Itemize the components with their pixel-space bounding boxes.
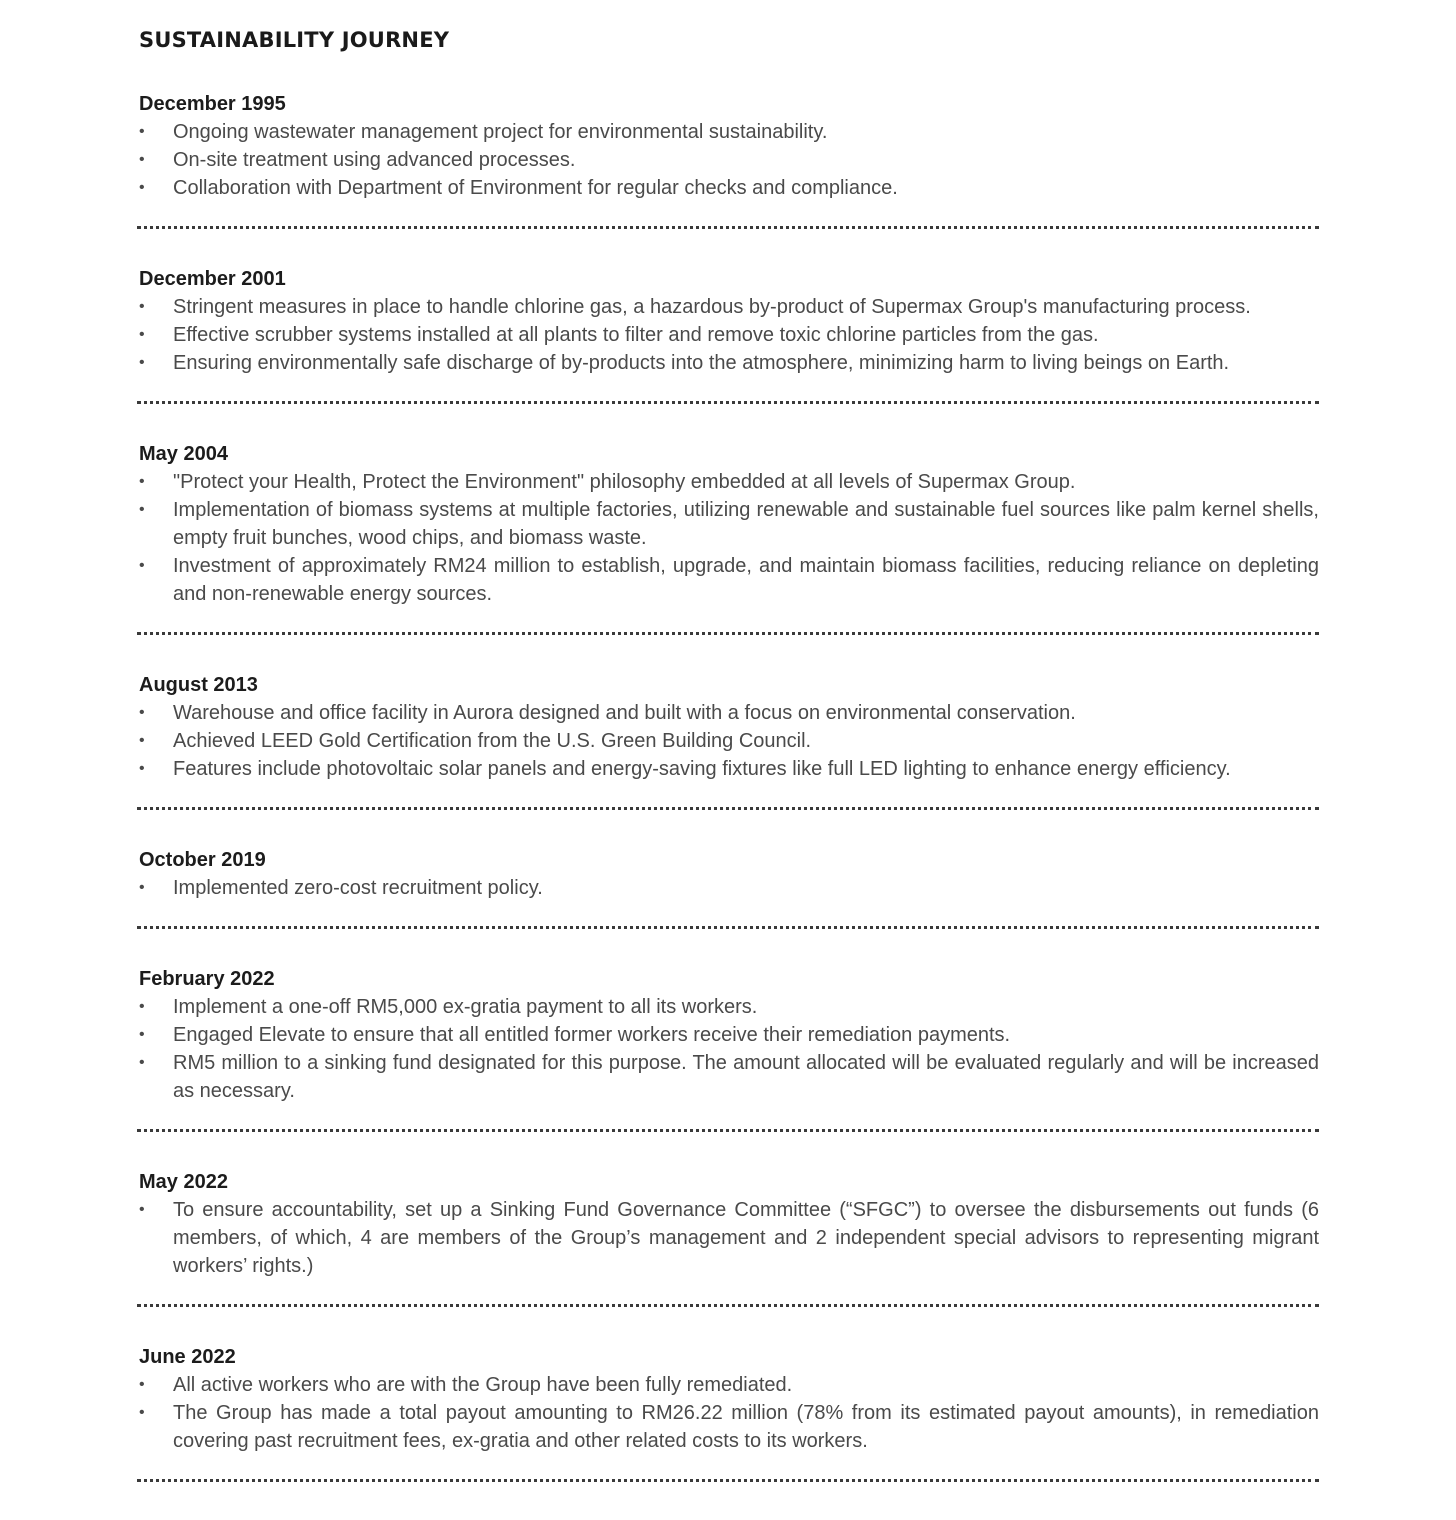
bullet-text: RM5 million to a sinking fund designated for this purpose. The amount allocated will be evaluated regularly and will be increased as necessary. [173, 1052, 1319, 1102]
document-page [139, 26, 1319, 1482]
bullet-item [139, 874, 1319, 902]
entry-date: May 2022 [139, 1171, 228, 1193]
dotted-divider [137, 1129, 1319, 1132]
entry-bullet-list [139, 993, 1319, 1105]
bullet-dot-icon: • [139, 501, 145, 518]
bullet-dot-icon: • [139, 473, 145, 490]
timeline-entry [139, 671, 1319, 810]
bullet-text: Implementation of biomass systems at multiple factories, utilizing renewable and sustainable fuel sources like palm kernel shells, empty fruit bunches, wood chips, and biomass waste. [173, 499, 1319, 549]
bullet-item [139, 1049, 1319, 1105]
bullet-text: Ensuring environmentally safe discharge of by-products into the atmosphere, minimizing harm to living beings on Earth. [173, 352, 1230, 374]
entry-date: December 1995 [139, 93, 286, 115]
timeline-entry [139, 1343, 1319, 1482]
bullet-text: Features include photovoltaic solar panels and energy-saving fixtures like full LED lighting to enhance energy efficiency. [173, 758, 1231, 780]
bullet-text: "Protect your Health, Protect the Environment" philosophy embedded at all levels of Supermax Group. [173, 471, 1076, 493]
entry-date: August 2013 [139, 674, 258, 696]
dotted-divider [137, 807, 1319, 810]
bullet-item [139, 1399, 1319, 1455]
bullet-dot-icon: • [139, 123, 145, 140]
timeline-entry [139, 440, 1319, 635]
bullet-item [139, 349, 1319, 377]
entry-bullet-list [139, 699, 1319, 783]
bullet-text: Stringent measures in place to handle chlorine gas, a hazardous by-product of Supermax Group's manufacturing process. [173, 296, 1251, 318]
bullet-text: Investment of approximately RM24 million to establish, upgrade, and maintain biomass facilities, reducing reliance on depleting and non-renewable energy sources. [173, 555, 1319, 605]
bullet-dot-icon: • [139, 1404, 145, 1421]
bullet-dot-icon: • [139, 326, 145, 343]
timeline-entry [139, 90, 1319, 229]
bullet-item [139, 1371, 1319, 1399]
bullet-item [139, 755, 1319, 783]
bullet-text: On-site treatment using advanced processes. [173, 149, 576, 171]
dotted-divider [137, 401, 1319, 404]
bullet-text: The Group has made a total payout amounting to RM26.22 million (78% from its estimated payout amounts), in remediation covering past recruitment fees, ex-gratia and other related costs to its workers. [173, 1402, 1319, 1452]
bullet-item [139, 993, 1319, 1021]
entry-date: December 2001 [139, 268, 286, 290]
timeline-entries [139, 90, 1319, 1482]
bullet-item [139, 727, 1319, 755]
bullet-text: Implement a one-off RM5,000 ex-gratia payment to all its workers. [173, 996, 758, 1018]
bullet-item [139, 146, 1319, 174]
bullet-text: Warehouse and office facility in Aurora designed and built with a focus on environmental conservation. [173, 702, 1076, 724]
dotted-divider [137, 226, 1319, 229]
entry-date: June 2022 [139, 1346, 236, 1368]
bullet-text: To ensure accountability, set up a Sinking Fund Governance Committee (“SFGC”) to oversee the disbursements out funds (6 members, of which, 4 are members of the Group’s management and 2 independent special advisors to representing migrant workers’ rights.) [173, 1199, 1319, 1277]
timeline-entry [139, 1168, 1319, 1307]
bullet-item [139, 118, 1319, 146]
entry-bullet-list [139, 1196, 1319, 1280]
entry-bullet-list [139, 118, 1319, 202]
bullet-dot-icon: • [139, 879, 145, 896]
bullet-item [139, 174, 1319, 202]
bullet-dot-icon: • [139, 557, 145, 574]
timeline-entry [139, 265, 1319, 404]
bullet-dot-icon: • [139, 760, 145, 777]
entry-date: October 2019 [139, 849, 266, 871]
dotted-divider [137, 1304, 1319, 1307]
bullet-text: All active workers who are with the Group have been fully remediated. [173, 1374, 793, 1396]
bullet-item [139, 699, 1319, 727]
bullet-text: Achieved LEED Gold Certification from the U.S. Green Building Council. [173, 730, 812, 752]
dotted-divider [137, 926, 1319, 929]
bullet-dot-icon: • [139, 732, 145, 749]
entry-date: May 2004 [139, 443, 228, 465]
bullet-text: Collaboration with Department of Environment for regular checks and compliance. [173, 177, 898, 199]
bullet-text: Effective scrubber systems installed at all plants to filter and remove toxic chlorine particles from the gas. [173, 324, 1099, 346]
bullet-dot-icon: • [139, 1376, 145, 1393]
bullet-dot-icon: • [139, 704, 145, 721]
page-title: SUSTAINABILITY JOURNEY [139, 28, 450, 52]
bullet-item [139, 1021, 1319, 1049]
bullet-item [139, 468, 1319, 496]
bullet-item [139, 293, 1319, 321]
entry-date: February 2022 [139, 968, 275, 990]
bullet-item [139, 1196, 1319, 1280]
entry-bullet-list [139, 293, 1319, 377]
bullet-dot-icon: • [139, 998, 145, 1015]
bullet-item [139, 552, 1319, 608]
dotted-divider [137, 1479, 1319, 1482]
bullet-item [139, 496, 1319, 552]
bullet-dot-icon: • [139, 1026, 145, 1043]
bullet-dot-icon: • [139, 151, 145, 168]
bullet-dot-icon: • [139, 298, 145, 315]
bullet-dot-icon: • [139, 1054, 145, 1071]
bullet-text: Engaged Elevate to ensure that all entitled former workers receive their remediation payments. [173, 1024, 1011, 1046]
entry-bullet-list [139, 468, 1319, 608]
bullet-dot-icon: • [139, 179, 145, 196]
timeline-entry [139, 965, 1319, 1132]
bullet-text: Ongoing wastewater management project for environmental sustainability. [173, 121, 828, 143]
dotted-divider [137, 632, 1319, 635]
bullet-dot-icon: • [139, 1201, 145, 1218]
timeline-entry [139, 846, 1319, 929]
bullet-item [139, 321, 1319, 349]
bullet-dot-icon: • [139, 354, 145, 371]
bullet-text: Implemented zero-cost recruitment policy. [173, 877, 543, 899]
entry-bullet-list [139, 874, 1319, 902]
entry-bullet-list [139, 1371, 1319, 1455]
